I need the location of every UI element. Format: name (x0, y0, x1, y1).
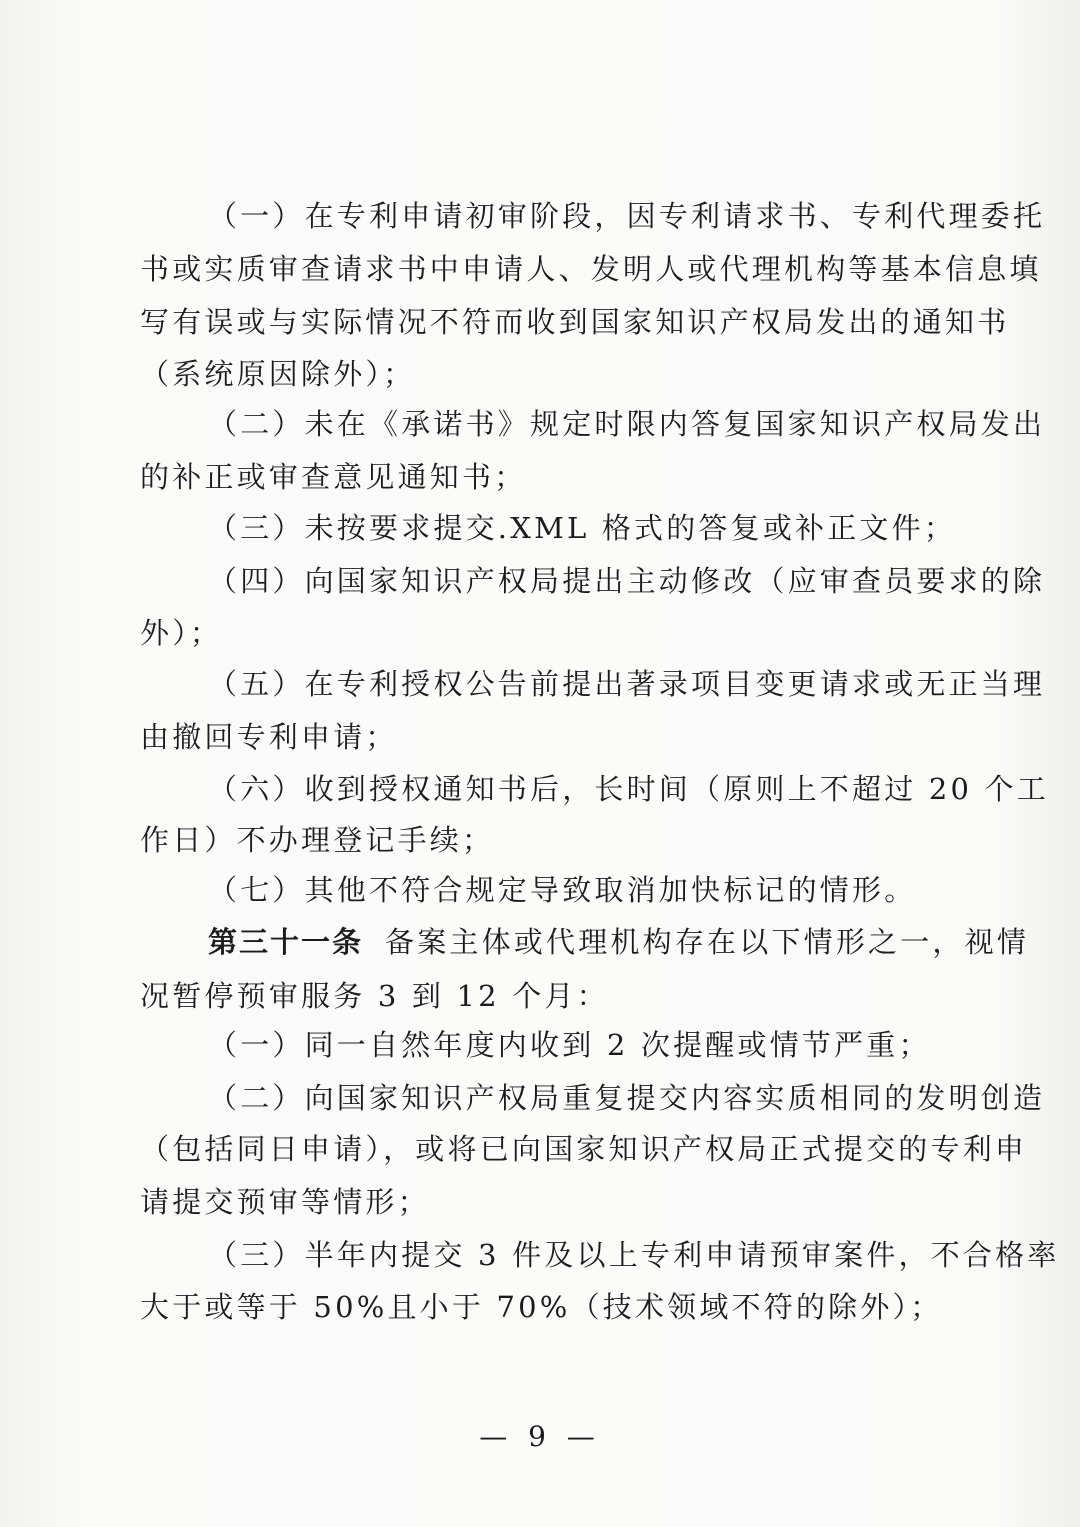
text-line: 书或实质审查请求书中申请人、发明人或代理机构等基本信息填 (140, 252, 1042, 286)
text-line: 请提交预审等情形； (140, 1185, 430, 1219)
text-line: （包括同日申请），或将已向国家知识产权局正式提交的专利申 (140, 1132, 1028, 1166)
text-line: （三）未按要求提交.XML 格式的答复或补正文件； (208, 511, 957, 545)
text-line: 作日）不办理登记手续； (140, 823, 495, 857)
text-line: 况暂停预审服务 3 到 12 个月： (140, 979, 609, 1013)
text-line: （系统原因除外）； (140, 357, 416, 391)
article-line (208, 924, 1030, 960)
text-line: （四）向国家知识产权局提出主动修改（应审查员要求的除 (208, 564, 1046, 598)
text-line: 的补正或审查意见通知书； (140, 460, 527, 494)
text-line: （二）未在《承诺书》规定时限内答复国家知识产权局发出 (208, 407, 1046, 441)
text-line: （一）在专利申请初审阶段，因专利请求书、专利代理委托 (208, 199, 1046, 233)
article-number: 第三十一条 (208, 925, 364, 959)
text-line: 写有误或与实际情况不符而收到国家知识产权局发出的通知书 (140, 305, 1010, 339)
page-number: — 9 — (479, 1420, 601, 1453)
text-line: （一）同一自然年度内收到 2 次提醒或情节严重； (208, 1028, 931, 1062)
text-line: （三）半年内提交 3 件及以上专利申请预审案件，不合格率 (208, 1238, 1060, 1272)
text-line: （五）在专利授权公告前提出著录项目变更请求或无正当理 (208, 667, 1046, 701)
text-line: 由撤回专利申请； (140, 720, 398, 754)
text-line: （六）收到授权通知书后，长时间（原则上不超过 20 个工 (208, 772, 1049, 806)
text-line: （七）其他不符合规定导致取消加快标记的情形。 (208, 873, 917, 907)
article-text: 备案主体或代理机构存在以下情形之一，视情 (385, 925, 1030, 959)
text-line: （二）向国家知识产权局重复提交内容实质相同的发明创造 (208, 1081, 1046, 1115)
text-line: 外）； (140, 616, 223, 650)
text-line: 大于或等于 50%且小于 70%（技术领域不符的除外）； (140, 1290, 943, 1324)
